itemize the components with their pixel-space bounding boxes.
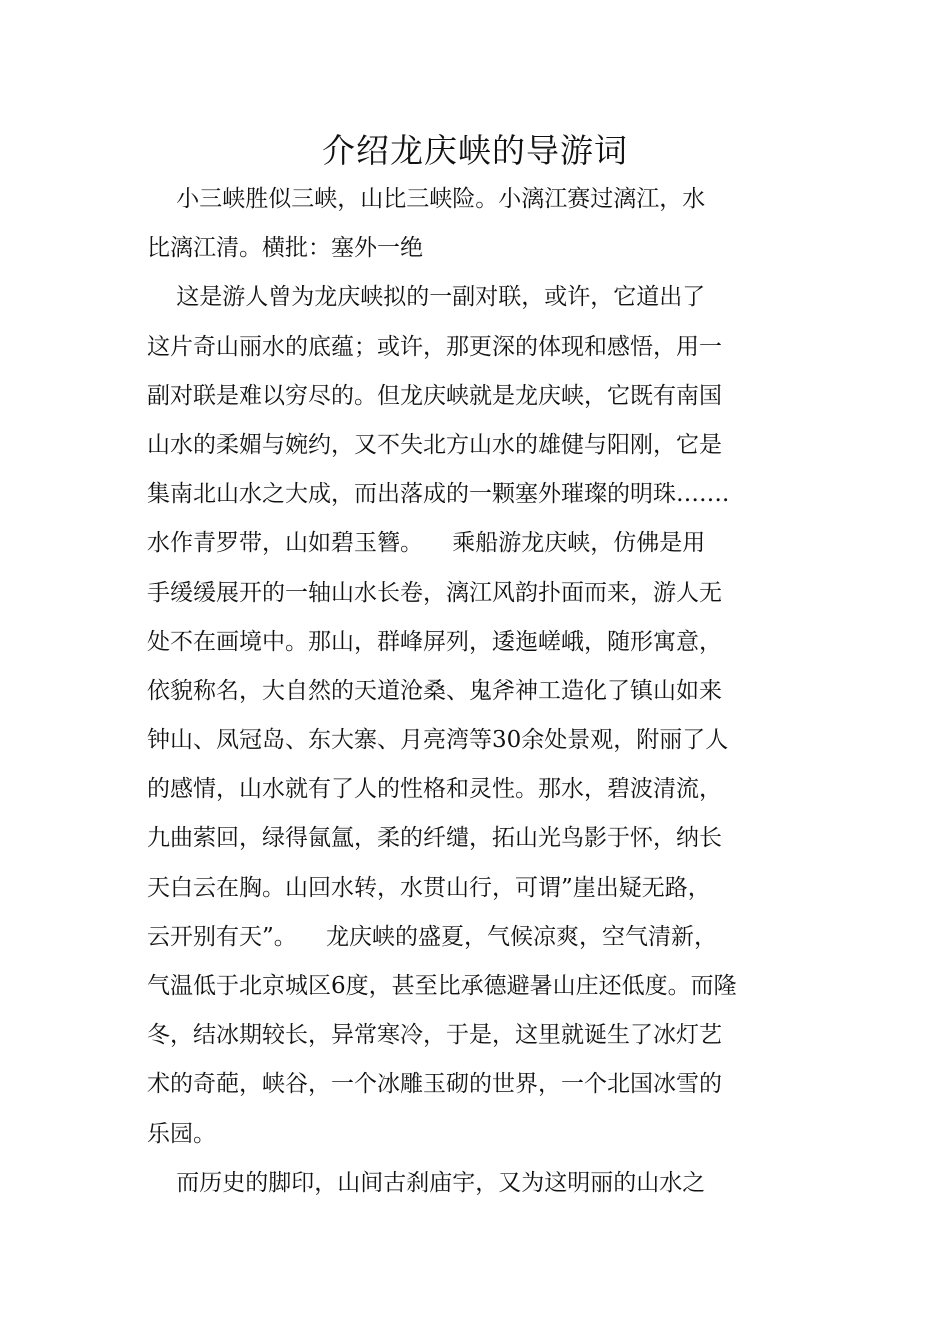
text-line: 手缓缓展开的一轴山水长卷，漓江风韵扑面而来，游人无 — [147, 579, 722, 606]
text-line: 九曲萦回，绿得氤氲，柔的纤缱，拓山光鸟影于怀，纳长 — [147, 825, 722, 852]
text-line: 而历史的脚印，山间古刹庙宇，又为这明丽的山水之 — [147, 1169, 706, 1196]
text-line: 这是游人曾为龙庆峡拟的一副对联，或许，它道出了 — [147, 284, 706, 311]
text-line: 的感情，山水就有了人的性格和灵性。那水，碧波清流， — [147, 776, 722, 803]
text-line: 钟山、凤冠岛、东大寨、月亮湾等30余处景观，附丽了人 — [147, 727, 729, 754]
text-line: 乐园。 — [147, 1120, 216, 1147]
document-body — [147, 175, 807, 1208]
text-line: 集南北山水之大成，而出落成的一颗塞外璀璨的明珠……. — [147, 481, 730, 508]
text-line: 处不在画境中。那山，群峰屏列，逶迤嵯峨，随形寓意， — [147, 628, 722, 655]
text-line: 天白云在胸。山回水转，水贯山行，可谓”崖出疑无路， — [147, 874, 711, 901]
text-line: 小三峡胜似三峡，山比三峡险。小漓江赛过漓江，水 — [147, 186, 706, 212]
text-line: 冬，结冰期较长，异常寒冷，于是，这里就诞生了冰灯艺 — [147, 1022, 722, 1049]
text-line: 这片奇山丽水的底蕴；或许，那更深的体现和感悟，用一 — [147, 333, 722, 360]
text-line: 副对联是难以穷尽的。但龙庆峡就是龙庆峡，它既有南国 — [147, 382, 722, 409]
text-line: 依貌称名，大自然的天道沧桑、鬼斧神工造化了镇山如来 — [147, 677, 722, 704]
text-line: 术的奇葩，峡谷，一个冰雕玉砌的世界，一个北国冰雪的 — [147, 1071, 722, 1098]
text-line: 山水的柔媚与婉约，又不失北方山水的雄健与阳刚，它是 — [147, 431, 722, 458]
text-line: 水作青罗带，山如碧玉簪。 乘船游龙庆峡，仿佛是用 — [147, 530, 706, 557]
document-title: 介绍龙庆峡的导游词 — [322, 131, 628, 170]
text-line: 比漓江清。横批：塞外一绝 — [147, 235, 423, 262]
text-line: 气温低于北京城区6度，甚至比承德避暑山庄还低度。而隆 — [147, 973, 737, 999]
text-line: 云开别有天”。 龙庆峡的盛夏，气候凉爽，空气清新， — [147, 923, 718, 950]
